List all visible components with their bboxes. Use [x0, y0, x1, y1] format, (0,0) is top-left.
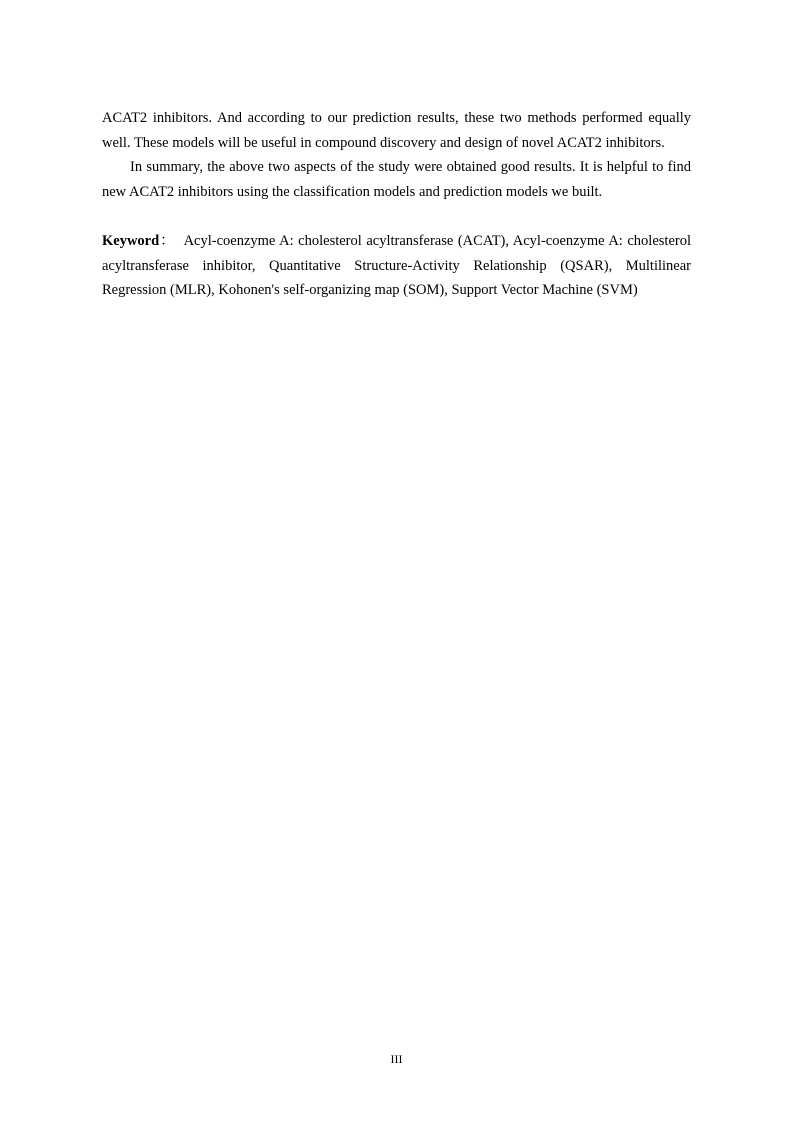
abstract-body	[102, 106, 691, 303]
keywords-label: Keyword	[102, 233, 160, 249]
abstract-paragraph-continuation: ACAT2 inhibitors. And according to our prediction results, these two methods performed equally well. These models will be useful in compound discovery and design of novel ACAT2 inhibitors.	[102, 110, 691, 151]
page-number: III	[390, 1052, 403, 1066]
keywords-line	[102, 229, 691, 303]
keywords-separator: ：	[159, 233, 176, 249]
keywords-text: Acyl-coenzyme A: cholesterol acyltransferase (ACAT), Acyl-coenzyme A: cholesterol acyltransferase inhibitor, Quantitative Structure-Activity Relationship (QSAR), Multilinear Regression (MLR), Kohonen's self-organizing map (SOM), Support Vector Machine (SVM)	[102, 233, 691, 298]
abstract-paragraph-summary: In summary, the above two aspects of the study were obtained good results. It is helpful to find new ACAT2 inhibitors using the classification models and prediction models we built.	[102, 159, 691, 200]
